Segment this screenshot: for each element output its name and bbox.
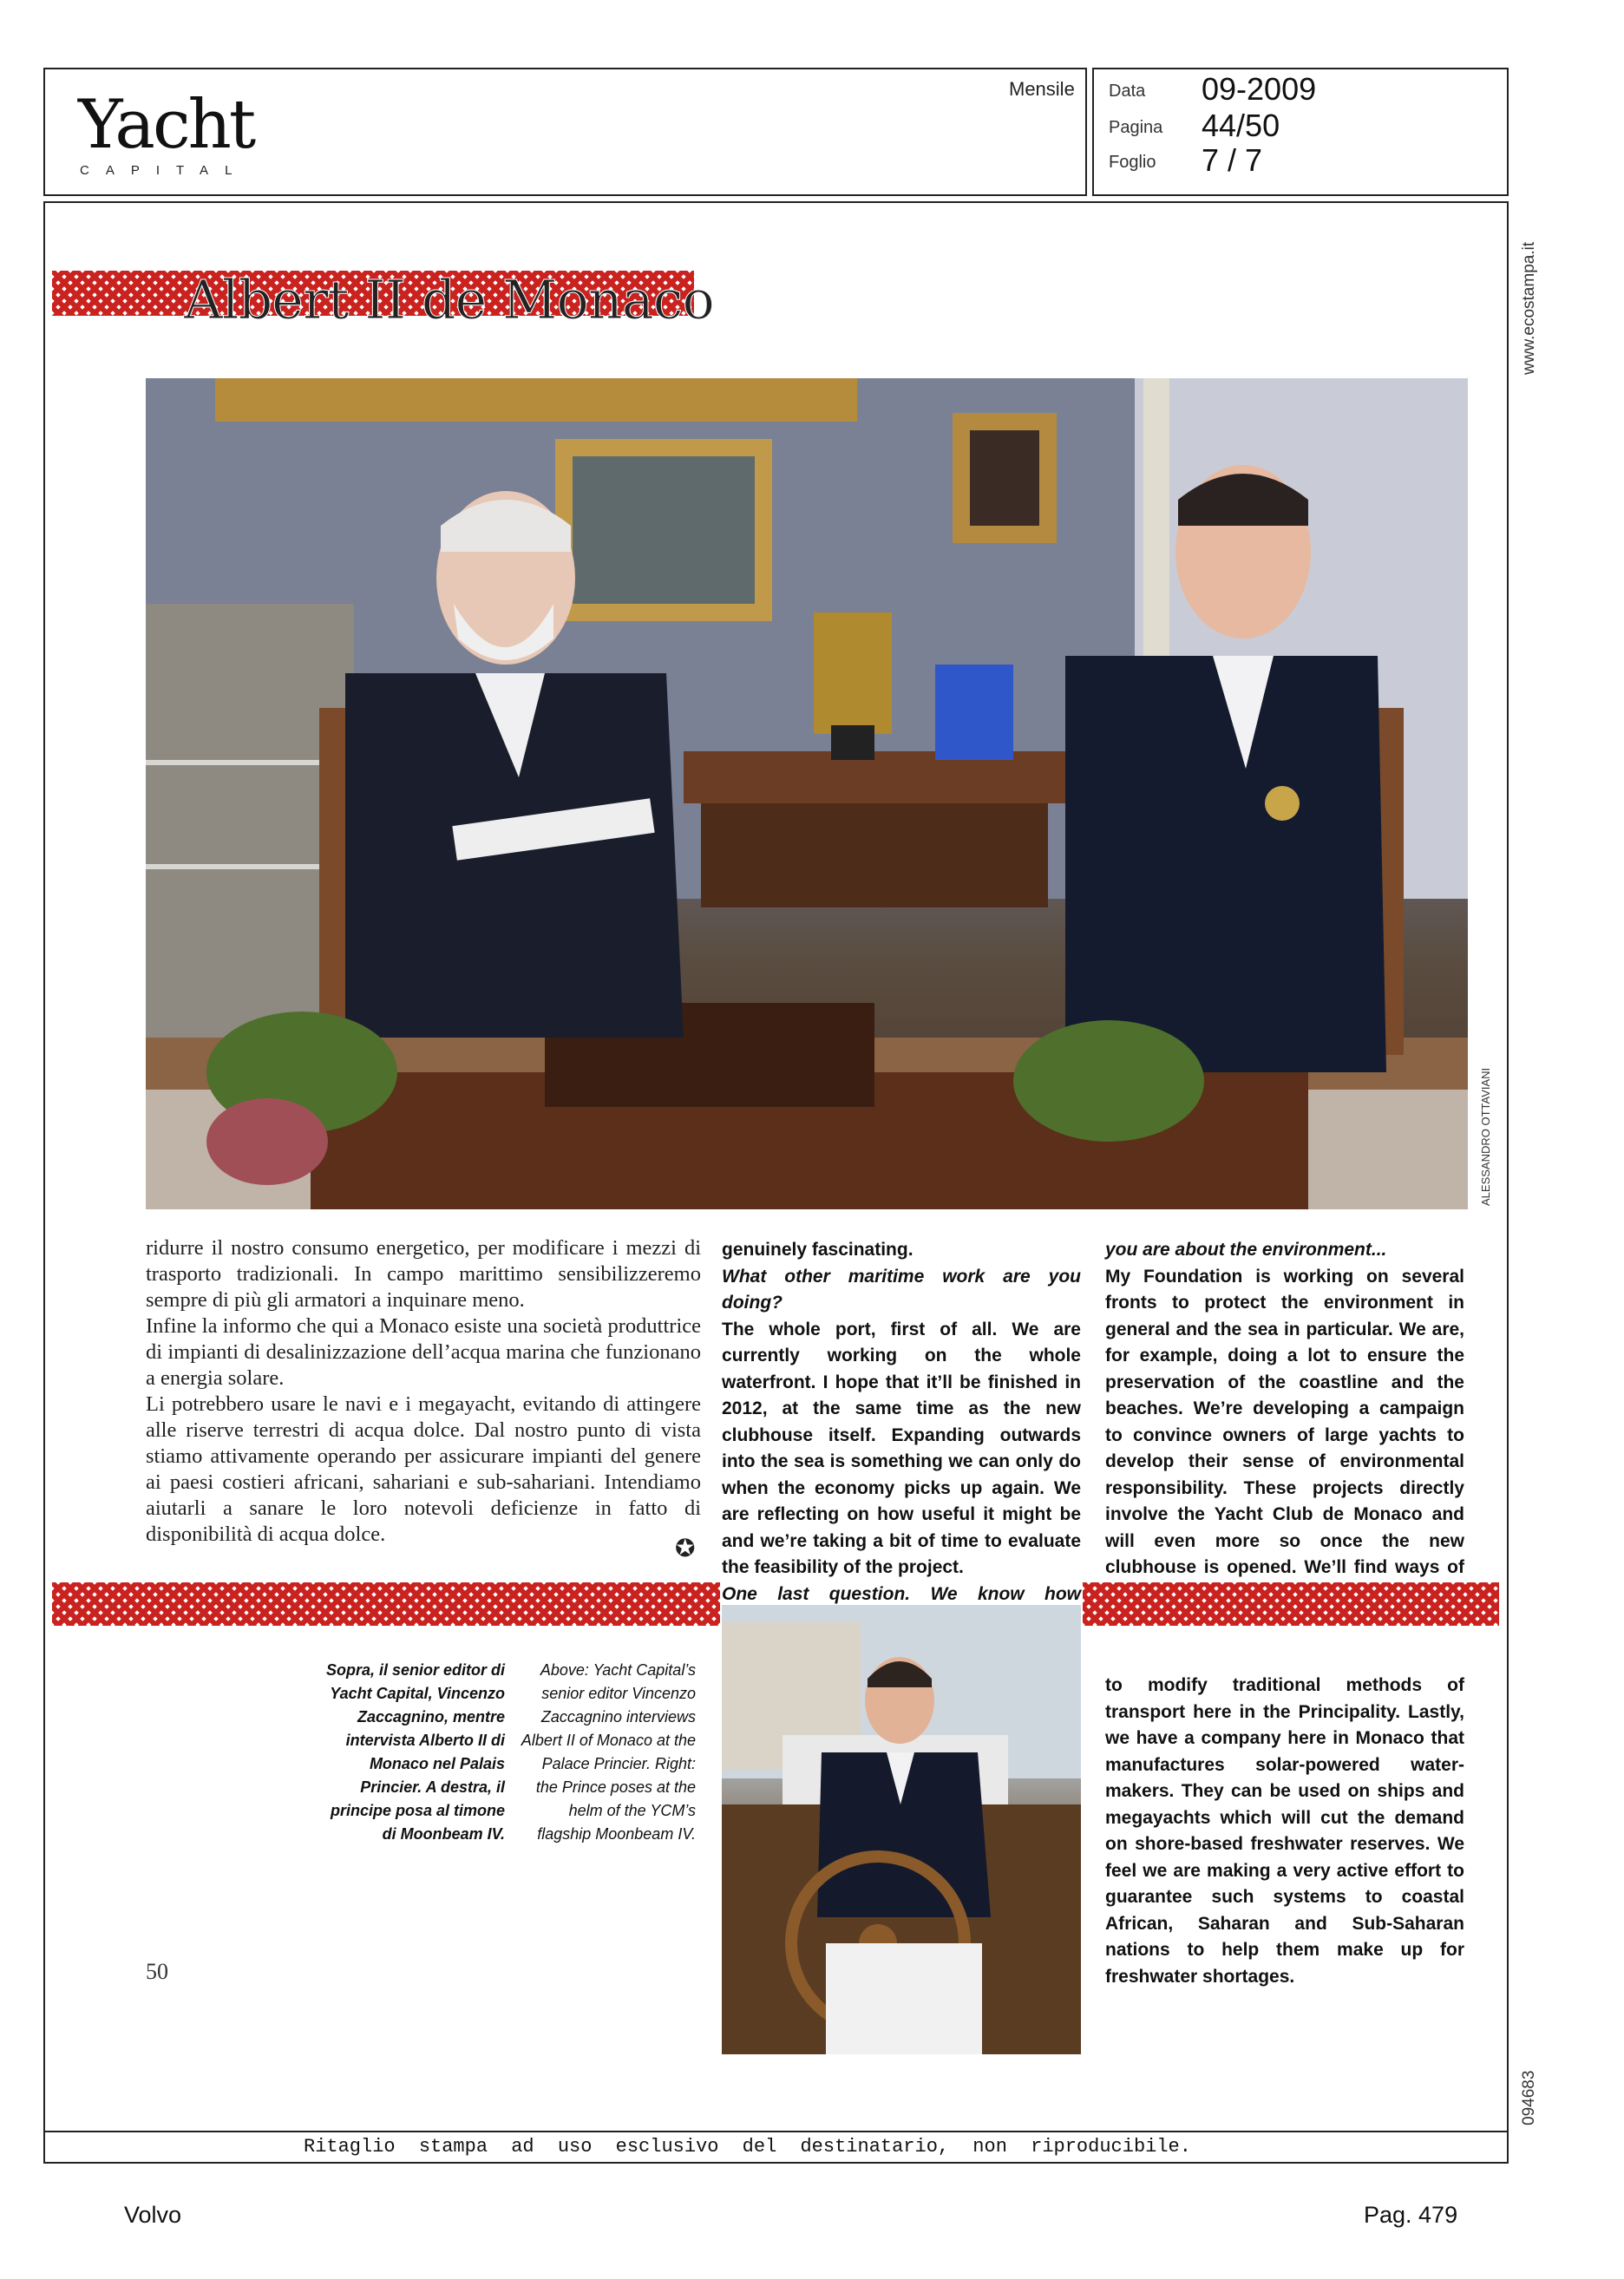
frequency-label: Mensile bbox=[1009, 78, 1075, 100]
date-value: 09-2009 bbox=[1202, 71, 1317, 107]
usage-notice: Ritaglio stampa ad uso esclusivo del destinatario, non riproducibile. bbox=[304, 2136, 1191, 2158]
english-answer-1-end: genuinely fascinating. bbox=[722, 1240, 914, 1260]
english-question-2-start: One last question. We know how bbox=[722, 1583, 1081, 1604]
english-text-column-4: to modify traditional methods of transport here in the Principality. Lastly, we have a company here in Monaco that manufactures solar-powered water-makers. They can be used on ships and megayachts which will cut the demand on shore-based freshwater reserves. We feel we are making a very active effort to guarantee such systems to coastal African, Saharan and Sub-Saharan nations to help them make up for freshwater shortages. bbox=[1105, 1675, 1464, 1987]
helm-photo bbox=[722, 1605, 1081, 2054]
english-answer-3: My Foundation is working on several fronts to protect the environment in general and the sea in particular. We are, for example, doing a lot to ensure the preservation of the coastline and the beaches. We’re developing a campaign to convince owners of large yachts to develop their sense of environmental responsibility. These projects directly involve the Yacht Club de Monaco and will even more so once the new clubhouse is opened. We’ll find ways of bbox=[1105, 1266, 1464, 1577]
website-vertical-text: www.ecostampa.it bbox=[1520, 241, 1538, 375]
interview-photo-illustration bbox=[146, 378, 1468, 1209]
english-question-2-end: you are about the environment... bbox=[1105, 1240, 1387, 1260]
photo-credit: ALESSANDRO OTTAVIANI bbox=[1479, 1067, 1492, 1206]
italian-paragraph-3: Li potrebbero usare le navi e i megayacht, evitando di attingere alle riserve terrestri di acqua dolce. Dal nostro punto di vista stiamo attivamente operando per assicurare impianti del genere ai paesi costieri africani, sahariani e sub-sahariani. Intendiamo aiutarli a sanare le loro notevoli deficienze in fatto di disponibilità di acqua dolce. bbox=[146, 1392, 701, 1546]
publication-logo: Yacht bbox=[78, 86, 254, 164]
page-value: 44/50 bbox=[1202, 108, 1280, 143]
italian-paragraph-1: ridurre il nostro consumo energetico, per modificare i mezzi di trasporto tradizionali. In campo marittimo sensibilizzeremo sempre di più gli armatori a inquinare meno. bbox=[146, 1236, 701, 1312]
publication-logo-subtitle: CAPITAL bbox=[80, 163, 249, 178]
italian-paragraph-2: Infine la informo che qui a Monaco esiste una società produttrice di impianti di desalinizzazione dell’acqua marina che funzionano a energia solare. bbox=[146, 1314, 701, 1390]
interview-photo bbox=[146, 378, 1468, 1209]
page-label: Pagina bbox=[1109, 118, 1163, 137]
italian-text-column bbox=[146, 1235, 701, 1548]
english-text-column-3 bbox=[1105, 1237, 1464, 1608]
article-title: Albert II de Monaco bbox=[184, 268, 714, 331]
english-question-1: What other maritime work are you doing? bbox=[722, 1266, 1081, 1313]
client-label: Volvo bbox=[124, 2202, 182, 2228]
english-text-column-2 bbox=[722, 1237, 1081, 1634]
magazine-page-number: 50 bbox=[146, 1959, 168, 1984]
sheet-label: Foglio bbox=[1109, 153, 1156, 172]
english-answer-2: The whole port, first of all. We are currently working on the whole waterfront. I hope that it’ll be finished in 2012, at the same time as the new clubhouse itself. Expanding outwards into the sea is something we can only do when the economy picks up again. We are reflecting on how useful it might be and we’re taking a bit of time to evaluate the feasibility of the project. bbox=[722, 1319, 1081, 1577]
helm-photo-illustration bbox=[722, 1605, 1081, 2054]
caption-italian: Sopra, il senior editor di Yacht Capital, Vincenzo Zaccagnino, mentre intervista Alberto II di Monaco nel Palais Princier. A destra, il principe posa al timone di Moonbeam IV. bbox=[325, 1661, 505, 1843]
archive-page-label: Pag. 479 bbox=[1364, 2202, 1458, 2228]
article-end-mark-icon: ✪ bbox=[675, 1535, 696, 1562]
caption-english: Above: Yacht Capital’s senior editor Vincenzo Zaccagnino interviews Albert II of Monaco at the Palace Princier. Right: the Prince poses at the helm of the YCM’s flagship Moonbeam IV. bbox=[521, 1661, 696, 1843]
middle-diamond-band-right bbox=[1083, 1582, 1499, 1626]
date-label: Data bbox=[1109, 82, 1146, 101]
footer-divider bbox=[43, 2131, 1509, 2132]
middle-diamond-band-left bbox=[52, 1582, 720, 1626]
sheet-value: 7 / 7 bbox=[1202, 142, 1263, 178]
archive-code-vertical-text: 094683 bbox=[1520, 2070, 1538, 2125]
